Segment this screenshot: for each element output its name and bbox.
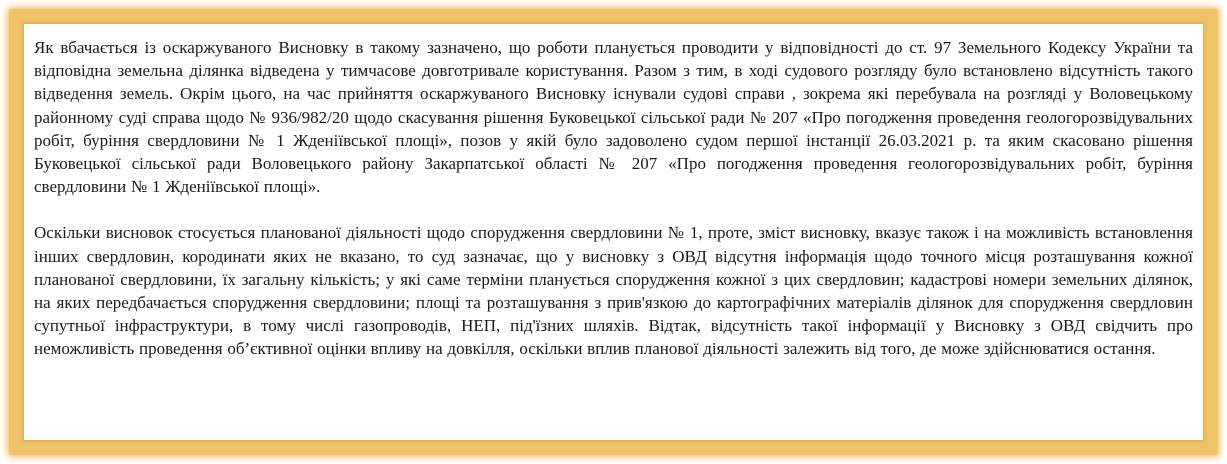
paragraph-1: Як вбачається із оскаржуваного Висновку в такому зазначено, що роботи планується проводити у відповідності до ст. 97 Земельного Кодексу України та відповідна земельна ділянка відведена у тимчасове довготривале користування. Разом з тим, в ході судового розгляду було встановлено відсутність такого відведення земель. Окрім цього, на час прийняття оскаржуваного Висновку існували судові справи , зокрема які перебувала на розгляді у Воловецькому районному суді справа щодо № 936/982/20 щодо скасування рішення Буковецької сільської ради № 207 «Про погодження проведення геологорозвідувальних робіт, буріння свердловини № 1 Жденіївської площі», позов у якій було задоволено судом першої інстанції 26.03.2021 р. та яким скасовано рішення Буковецької сільської ради Воловецького району Закарпатської області № 207 «Про погодження проведення геологорозвідувальних робіт, буріння свердловини № 1 Жденіївської площі».	[34, 38, 1193, 197]
document-card	[24, 24, 1203, 440]
paragraph-2: Оскільки висновок стосується планованої діяльності щодо спорудження свердловини № 1, проте, зміст висновку, вказує також і на можливість встановлення інших свердловин, кородинати яких не вказано, то суд зазначає, що у висновку з ОВД відсутня інформація щодо точного місця розташування кожної планованої свердловини, їх загальну кількість; у які саме терміни планується спорудження кожної з цих свердловин; кадастрові номери земельних ділянок, на яких передбачається спорудження свердловини; площі та розташування з прив'язкою до картографічних матеріалів ділянок для спорудження свердловин супутньої інфраструктури, в тому числі газопроводів, НЕП, під'їзних шляхів. Відтак, відсутність такої інформації у Висновку з ОВД свідчить про неможливість проведення об’єктивної оцінки впливу на довкілля, оскільки вплив планової діяльності залежить від того, де може здійснюватися остання.	[34, 223, 1193, 359]
